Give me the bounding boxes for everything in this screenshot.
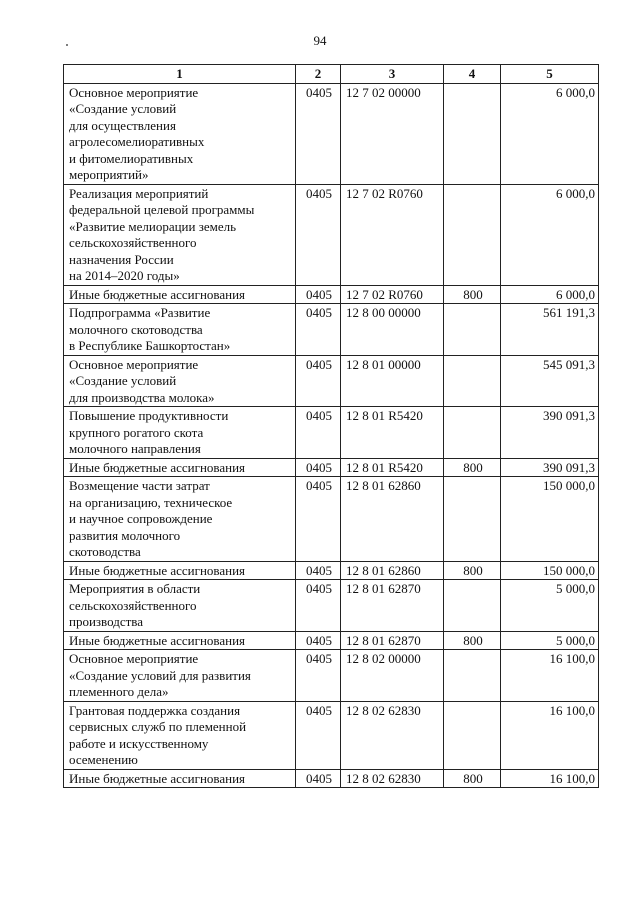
target-article-cell: 12 8 01 62860 (341, 477, 444, 562)
expense-type-cell (444, 701, 501, 769)
expense-type-cell: 800 (444, 561, 501, 580)
item-name-cell: Основное мероприятие «Создание условий для производства молока» (64, 355, 296, 407)
table-row (64, 184, 599, 285)
table-row (64, 477, 599, 562)
section-code-cell: 0405 (296, 769, 341, 788)
expense-type-cell (444, 580, 501, 632)
amount-cell: 561 191,3 (501, 304, 599, 356)
budget-table (63, 64, 599, 788)
target-article-cell: 12 7 02 R0760 (341, 184, 444, 285)
section-code-cell: 0405 (296, 631, 341, 650)
section-code-cell: 0405 (296, 355, 341, 407)
table-row (64, 580, 599, 632)
target-article-cell: 12 8 01 R5420 (341, 458, 444, 477)
table-row (64, 407, 599, 459)
amount-cell: 5 000,0 (501, 580, 599, 632)
section-code-cell: 0405 (296, 407, 341, 459)
item-name-cell: Иные бюджетные ассигнования (64, 561, 296, 580)
target-article-cell: 12 8 01 R5420 (341, 407, 444, 459)
section-code-cell: 0405 (296, 83, 341, 184)
expense-type-cell (444, 650, 501, 702)
amount-cell: 390 091,3 (501, 407, 599, 459)
table-header-row (64, 65, 599, 84)
section-code-cell: 0405 (296, 477, 341, 562)
section-code-cell: 0405 (296, 304, 341, 356)
item-name-cell: Иные бюджетные ассигнования (64, 285, 296, 304)
amount-cell: 16 100,0 (501, 650, 599, 702)
table-row (64, 304, 599, 356)
item-name-cell: Основное мероприятие «Создание условий для развития племенного дела» (64, 650, 296, 702)
amount-cell: 6 000,0 (501, 285, 599, 304)
target-article-cell: 12 7 02 00000 (341, 83, 444, 184)
target-article-cell: 12 8 01 62870 (341, 580, 444, 632)
table-row (64, 561, 599, 580)
item-name-cell: Основное мероприятие «Создание условий для осуществления агролесомелиоративных и фитомелиоративных мероприятий» (64, 83, 296, 184)
item-name-cell: Подпрограмма «Развитие молочного скотоводства в Республике Башкортостан» (64, 304, 296, 356)
section-code-cell: 0405 (296, 184, 341, 285)
target-article-cell: 12 8 00 00000 (341, 304, 444, 356)
table-row (64, 355, 599, 407)
target-article-cell: 12 8 01 62870 (341, 631, 444, 650)
target-article-cell: 12 8 02 62830 (341, 769, 444, 788)
expense-type-cell (444, 355, 501, 407)
page-number: 94 (313, 33, 327, 48)
amount-cell: 545 091,3 (501, 355, 599, 407)
item-name-cell: Реализация мероприятий федеральной целевой программы «Развитие мелиорации земель сельскохозяйственного назначения России на 2014–2020 годы» (64, 184, 296, 285)
table-row (64, 458, 599, 477)
section-code-cell: 0405 (296, 561, 341, 580)
table-row (64, 769, 599, 788)
table-row (64, 83, 599, 184)
target-article-cell: 12 8 02 62830 (341, 701, 444, 769)
section-code-cell: 0405 (296, 285, 341, 304)
amount-cell: 16 100,0 (501, 701, 599, 769)
item-name-cell: Иные бюджетные ассигнования (64, 458, 296, 477)
target-article-cell: 12 8 01 00000 (341, 355, 444, 407)
item-name-cell: Иные бюджетные ассигнования (64, 631, 296, 650)
target-article-cell: 12 8 01 62860 (341, 561, 444, 580)
column-header-2: 2 (296, 65, 341, 84)
amount-cell: 150 000,0 (501, 477, 599, 562)
section-code-cell: 0405 (296, 580, 341, 632)
section-code-cell: 0405 (296, 650, 341, 702)
table-row (64, 650, 599, 702)
expense-type-cell: 800 (444, 631, 501, 650)
expense-type-cell (444, 83, 501, 184)
amount-cell: 390 091,3 (501, 458, 599, 477)
amount-cell: 16 100,0 (501, 769, 599, 788)
expense-type-cell (444, 477, 501, 562)
column-header-3: 3 (341, 65, 444, 84)
item-name-cell: Мероприятия в области сельскохозяйственного производства (64, 580, 296, 632)
item-name-cell: Повышение продуктивности крупного рогатого скота молочного направления (64, 407, 296, 459)
expense-type-cell: 800 (444, 769, 501, 788)
amount-cell: 6 000,0 (501, 184, 599, 285)
item-name-cell: Грантовая поддержка создания сервисных служб по племенной работе и искусственному осеменению (64, 701, 296, 769)
scan-speck (66, 44, 68, 46)
column-header-4: 4 (444, 65, 501, 84)
table-row (64, 631, 599, 650)
expense-type-cell: 800 (444, 458, 501, 477)
expense-type-cell (444, 184, 501, 285)
table-row (64, 285, 599, 304)
table-row (64, 701, 599, 769)
column-header-5: 5 (501, 65, 599, 84)
target-article-cell: 12 8 02 00000 (341, 650, 444, 702)
expense-type-cell (444, 407, 501, 459)
expense-type-cell (444, 304, 501, 356)
amount-cell: 150 000,0 (501, 561, 599, 580)
amount-cell: 6 000,0 (501, 83, 599, 184)
column-header-1: 1 (64, 65, 296, 84)
item-name-cell: Иные бюджетные ассигнования (64, 769, 296, 788)
section-code-cell: 0405 (296, 701, 341, 769)
section-code-cell: 0405 (296, 458, 341, 477)
expense-type-cell: 800 (444, 285, 501, 304)
table-body (64, 83, 599, 788)
target-article-cell: 12 7 02 R0760 (341, 285, 444, 304)
amount-cell: 5 000,0 (501, 631, 599, 650)
item-name-cell: Возмещение части затрат на организацию, техническое и научное сопровождение развития молочного скотоводства (64, 477, 296, 562)
